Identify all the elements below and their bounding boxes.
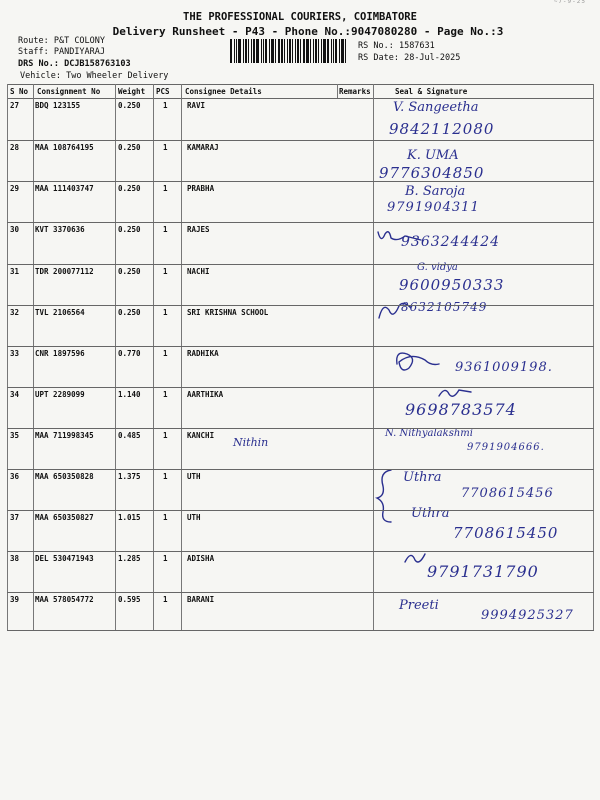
barcode-bar xyxy=(253,39,255,63)
cell-pcs: 1 xyxy=(163,595,168,604)
signature-scribble-33 xyxy=(391,346,441,376)
barcode-bar xyxy=(341,39,344,63)
vehicle-value: Two Wheeler Delivery xyxy=(66,71,169,81)
rs-no-value: 1587631 xyxy=(398,41,435,51)
cell-sno: 34 xyxy=(10,390,20,399)
barcode-bar xyxy=(271,39,274,63)
signature-name-31: G. vidya xyxy=(417,262,458,273)
barcode-bar xyxy=(331,39,332,63)
barcode-bar xyxy=(248,39,249,63)
barcode-bar xyxy=(281,39,283,63)
col-header-consignee: Consignee Details xyxy=(185,87,262,96)
barcode-bar xyxy=(321,39,322,63)
signature-phone-32: 8632105749 xyxy=(401,300,488,314)
barcode-bar xyxy=(310,39,311,63)
cell-consignment-no: MAA 711998345 xyxy=(35,431,94,440)
cell-pcs: 1 xyxy=(163,431,168,440)
barcode-bar xyxy=(251,39,252,63)
signature-name-35: N. Nithyalakshmi xyxy=(385,428,473,439)
cell-weight: 1.015 xyxy=(118,513,141,522)
cell-sno: 33 xyxy=(10,349,20,358)
cell-consignee: UTH xyxy=(187,472,201,481)
signature-name-39: Preeti xyxy=(399,598,439,613)
cell-pcs: 1 xyxy=(163,308,168,317)
row-divider xyxy=(7,630,594,631)
row-divider xyxy=(7,428,594,429)
vehicle-label: Vehicle: xyxy=(20,71,61,81)
cell-weight: 0.770 xyxy=(118,349,141,358)
cell-weight: 0.250 xyxy=(118,184,141,193)
barcode-bar xyxy=(297,39,299,63)
staff-value: PANDIYARAJ xyxy=(53,47,106,57)
barcode-bar xyxy=(245,39,247,63)
barcode-bar xyxy=(261,39,262,63)
barcode-bar xyxy=(318,39,319,63)
signature-phone-35: 9791904666. xyxy=(467,442,545,453)
staff-line xyxy=(18,47,105,57)
route-value: P&T COLONY xyxy=(53,36,106,46)
cell-weight: 0.250 xyxy=(118,267,141,276)
barcode-bar xyxy=(265,39,267,63)
staff-label: Staff: xyxy=(18,47,49,57)
cell-pcs: 1 xyxy=(163,267,168,276)
col-header-weight: Weight xyxy=(118,87,146,96)
barcode-bar xyxy=(278,39,280,63)
cell-consignee: RAVI xyxy=(187,101,206,110)
barcode-bar xyxy=(234,39,235,63)
rs-no-line xyxy=(358,41,435,51)
barcode-bar xyxy=(292,39,293,63)
cell-consignment-no: MAA 578054772 xyxy=(35,595,94,604)
cell-consignee: RAJES xyxy=(187,225,210,234)
cell-pcs: 1 xyxy=(163,225,168,234)
cell-pcs: 1 xyxy=(163,349,168,358)
signature-phone-33: 9361009198. xyxy=(455,360,553,375)
cell-consignment-no: CNR 1897596 xyxy=(35,349,85,358)
cell-weight: 0.485 xyxy=(118,431,141,440)
cell-weight: 1.140 xyxy=(118,390,141,399)
cell-consignee: AARTHIKA xyxy=(187,390,224,399)
corner-note: ~7-9-25 xyxy=(553,0,586,5)
cell-pcs: 1 xyxy=(163,390,168,399)
route-line xyxy=(18,36,105,46)
signature-phone-36: 7708615456 xyxy=(461,486,554,501)
cell-pcs: 1 xyxy=(163,472,168,481)
cell-pcs: 1 xyxy=(163,513,168,522)
barcode-bar xyxy=(315,39,317,63)
signature-phone-28: 9776304850 xyxy=(379,164,485,182)
row-divider xyxy=(7,592,594,593)
cell-sno: 31 xyxy=(10,267,20,276)
barcode-bar xyxy=(333,39,334,63)
signature-phone-27: 9842112080 xyxy=(389,120,495,138)
cell-pcs: 1 xyxy=(163,554,168,563)
runsheet-subtitle: Delivery Runsheet - P43 - Phone No.:9047080280 - Page No.:3 xyxy=(112,25,504,38)
cell-pcs: 1 xyxy=(163,101,168,110)
row-divider xyxy=(7,181,594,182)
cell-sno: 32 xyxy=(10,308,20,317)
cell-consignment-no: MAA 650350828 xyxy=(35,472,94,481)
barcode-bar xyxy=(269,39,270,63)
cell-sno: 30 xyxy=(10,225,20,234)
barcode-bar xyxy=(303,39,305,63)
route-label: Route: xyxy=(18,36,49,46)
barcode-bar xyxy=(335,39,337,63)
cell-weight: 1.285 xyxy=(118,554,141,563)
cell-consignment-no: MAA 111403747 xyxy=(35,184,94,193)
barcode-bar xyxy=(339,39,340,63)
cell-consignment-no: MAA 108764195 xyxy=(35,143,94,152)
col-header-sno: S No xyxy=(10,87,29,96)
cell-sno: 27 xyxy=(10,101,20,110)
rs-no-label: RS No.: xyxy=(358,41,394,51)
cell-consignment-no: TVL 2106564 xyxy=(35,308,85,317)
row-divider xyxy=(7,551,594,552)
cell-consignee: ADISHA xyxy=(187,554,215,563)
rs-date-value: 28-Jul-2025 xyxy=(404,53,461,63)
barcode-bar xyxy=(289,39,292,63)
signature-phone-31: 9600950333 xyxy=(399,276,505,294)
handwritten-remark-35: Nithin xyxy=(233,436,269,449)
barcode-bar xyxy=(300,39,301,63)
cell-sno: 28 xyxy=(10,143,20,152)
row-divider xyxy=(7,264,594,265)
cell-pcs: 1 xyxy=(163,184,168,193)
runsheet-table xyxy=(7,84,594,630)
signature-phone-30: 9363244424 xyxy=(401,234,501,250)
cell-sno: 35 xyxy=(10,431,20,440)
cell-consignment-no: BDQ 123155 xyxy=(35,101,81,110)
cell-consignee: UTH xyxy=(187,513,201,522)
row-divider xyxy=(7,222,594,223)
cell-consignee: PRABHA xyxy=(187,184,215,193)
barcode-bar xyxy=(313,39,314,63)
cell-weight: 0.595 xyxy=(118,595,141,604)
cell-consignee: BARANI xyxy=(187,595,215,604)
cell-sno: 37 xyxy=(10,513,20,522)
barcode-bar xyxy=(345,39,346,63)
row-divider xyxy=(7,387,594,388)
barcode-bar xyxy=(275,39,276,63)
cell-consignment-no: DEL 530471943 xyxy=(35,554,94,563)
col-header-consignment: Consignment No xyxy=(37,87,101,96)
cell-weight: 0.250 xyxy=(118,225,141,234)
cell-consignee: KANCHI xyxy=(187,431,215,440)
signature-phone-29: 9791904311 xyxy=(387,200,480,215)
cell-sno: 38 xyxy=(10,554,20,563)
cell-consignment-no: KVT 3370636 xyxy=(35,225,85,234)
drs-line xyxy=(18,59,131,69)
cell-weight: 1.375 xyxy=(118,472,141,481)
cell-consignment-no: TDR 200077112 xyxy=(35,267,94,276)
signature-name-36: Uthra xyxy=(403,470,442,485)
cell-consignee: RADHIKA xyxy=(187,349,219,358)
cell-weight: 0.250 xyxy=(118,308,141,317)
runsheet-barcode xyxy=(230,39,348,63)
barcode-bar xyxy=(230,39,232,63)
signature-bracket-36-37 xyxy=(375,466,395,526)
cell-consignment-no: UPT 2289099 xyxy=(35,390,85,399)
barcode-bar xyxy=(287,39,288,63)
rs-date-line xyxy=(358,53,460,63)
barcode-bar xyxy=(263,39,264,63)
barcode-bar xyxy=(323,39,326,63)
signature-name-28: K. UMA xyxy=(407,148,459,163)
row-divider xyxy=(7,346,594,347)
signature-name-37: Uthra xyxy=(411,506,450,521)
signature-phone-37: 7708615450 xyxy=(453,524,559,542)
drs-label: DRS No.: xyxy=(18,59,59,69)
cell-weight: 0.250 xyxy=(118,143,141,152)
drs-value: DCJB158763103 xyxy=(64,59,131,69)
cell-weight: 0.250 xyxy=(118,101,141,110)
signature-phone-34: 9698783574 xyxy=(405,400,517,419)
cell-sno: 39 xyxy=(10,595,20,604)
cell-sno: 29 xyxy=(10,184,20,193)
cell-consignment-no: MAA 650350827 xyxy=(35,513,94,522)
company-title: THE PROFESSIONAL COURIERS, COIMBATORE xyxy=(183,11,417,23)
col-header-pcs: PCS xyxy=(156,87,170,96)
cell-pcs: 1 xyxy=(163,143,168,152)
cell-consignee: NACHI xyxy=(187,267,210,276)
barcode-bar xyxy=(306,39,309,63)
signature-name-29: B. Saroja xyxy=(405,184,466,199)
cell-sno: 36 xyxy=(10,472,20,481)
barcode-bar xyxy=(284,39,285,63)
barcode-bar xyxy=(238,39,241,63)
signature-name-27: V. Sangeetha xyxy=(393,100,479,115)
barcode-bar xyxy=(327,39,329,63)
row-divider xyxy=(7,140,594,141)
row-divider xyxy=(7,510,594,511)
signature-phone-39: 9994925327 xyxy=(481,608,574,623)
barcode-bar xyxy=(236,39,237,63)
barcode-bar xyxy=(295,39,296,63)
col-header-remarks: Remarks xyxy=(339,87,371,96)
col-header-seal-signature: Seal & Signature xyxy=(395,87,468,96)
row-divider xyxy=(7,305,594,306)
rs-date-label: RS Date: xyxy=(358,53,399,63)
cell-consignee: SRI KRISHNA SCHOOL xyxy=(187,308,269,317)
signature-phone-38: 9791731790 xyxy=(427,562,539,581)
cell-consignee: KAMARAJ xyxy=(187,143,219,152)
row-divider xyxy=(7,469,594,470)
barcode-bar xyxy=(256,39,259,63)
vehicle-line xyxy=(20,71,168,81)
barcode-bar xyxy=(243,39,244,63)
